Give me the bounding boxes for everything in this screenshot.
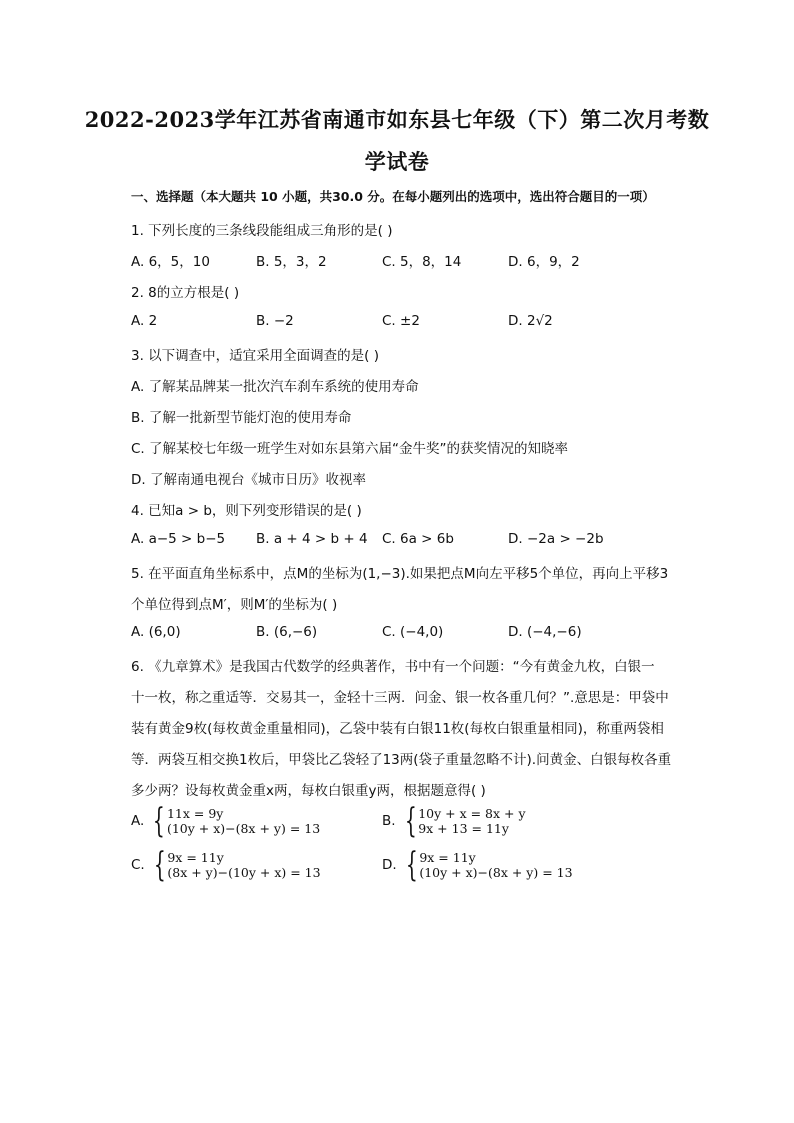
- q6-stem-line2: 十一枚，称之重适等．交易其一，金轻十三两．问金、银一枚各重几何？”.意思是：甲袋中: [131, 690, 669, 706]
- equation-system: [418, 806, 525, 836]
- q3-stem: 3. 以下调查中，适宜采用全面调查的是( ): [131, 348, 379, 364]
- equation: 11x = 9y: [166, 806, 224, 821]
- equation: 10y + x = 8x + y: [418, 806, 526, 821]
- q5-stem-line2: 个单位得到点M′，则M′的坐标为( ): [131, 597, 338, 613]
- equation: 9x = 11y: [167, 850, 224, 865]
- exam-title-line1: 2022-2023学年江苏省南通市如东县七年级（下）第二次月考数: [84, 107, 710, 132]
- left-brace-icon: {: [153, 801, 166, 841]
- equation: 9x + 13 = 11y: [418, 821, 509, 836]
- q5-stem-line1: 5. 在平面直角坐标系中，点M的坐标为(1,−3).如果把点M向左平移5个单位，再向上平移3: [131, 566, 669, 582]
- q1-option-c: C. 5，8，14: [382, 254, 462, 270]
- q6-stem-line3: 装有黄金9枚(每枚黄金重量相同)，乙袋中装有白银11枚(每枚白银重量相同)，称重两袋相: [131, 721, 664, 737]
- q1-option-a: A. 6，5，10: [131, 254, 210, 270]
- q2-option-c: C. ±2: [382, 313, 420, 329]
- equation-system: [419, 850, 572, 880]
- equation-system: [167, 806, 320, 836]
- q6-option-d: [382, 845, 573, 885]
- q1-stem: 1. 下列长度的三条线段能组成三角形的是( ): [131, 223, 393, 239]
- equation: (10y + x)−(8x + y) = 13: [166, 821, 321, 836]
- q5-option-c: C. (−4,0): [382, 624, 444, 640]
- q2-stem: 2. 8的立方根是( ): [131, 285, 240, 301]
- equation: (10y + x)−(8x + y) = 13: [419, 865, 573, 880]
- equation-system: [167, 850, 320, 880]
- left-brace-icon: {: [404, 801, 417, 841]
- q2-option-a: A. 2: [131, 313, 158, 329]
- q6-option-c-label: C.: [131, 857, 145, 873]
- exam-title-line2: 学试卷: [364, 149, 430, 174]
- q2-option-d: D. 2√2: [508, 313, 553, 329]
- q5-option-a: A. (6,0): [131, 624, 181, 640]
- q6-stem-line4: 等．两袋互相交换1枚后，甲袋比乙袋轻了13两(袋子重量忽略不计).问黄金、白银每枚各重: [131, 752, 672, 768]
- q6-option-d-label: D.: [382, 857, 397, 873]
- q4-stem: 4. 已知a > b，则下列变形错误的是( ): [131, 503, 362, 519]
- q3-option-d: D. 了解南通电视台《城市日历》收视率: [131, 472, 366, 488]
- q6-stem-line1: 6. 《九章算术》是我国古代数学的经典著作，书中有一个问题：“今有黄金九枚，白银一: [131, 659, 655, 675]
- q2-option-b: B. −2: [256, 313, 294, 329]
- q6-option-b-label: B.: [382, 813, 396, 829]
- q5-option-b: B. (6,−6): [256, 624, 318, 640]
- section-heading: 一、选择题（本大题共 10 小题，共30.0 分。在每小题列出的选项中，选出符合题目的一项）: [131, 189, 655, 204]
- equation: (8x + y)−(10y + x) = 13: [167, 865, 321, 880]
- q5-option-d: D. (−4,−6): [508, 624, 582, 640]
- q6-option-a: [131, 801, 321, 841]
- q4-option-d: D. −2a > −2b: [508, 531, 604, 547]
- q3-option-b: B. 了解一批新型节能灯泡的使用寿命: [131, 410, 352, 426]
- q1-option-d: D. 6，9，2: [508, 254, 580, 270]
- q6-option-b: [382, 801, 526, 841]
- left-brace-icon: {: [405, 845, 418, 885]
- q6-option-c: [131, 845, 321, 885]
- q4-option-c: C. 6a > 6b: [382, 531, 454, 547]
- q4-option-a: A. a−5 > b−5: [131, 531, 226, 547]
- left-brace-icon: {: [153, 845, 166, 885]
- equation: 9x = 11y: [419, 850, 476, 865]
- q6-option-a-label: A.: [131, 813, 145, 829]
- q6-stem-line5: 多少两？设每枚黄金重x两，每枚白银重y两，根据题意得( ): [131, 783, 486, 799]
- q1-option-b: B. 5，3，2: [256, 254, 327, 270]
- q3-option-c: C. 了解某校七年级一班学生对如东县第六届“金牛奖”的获奖情况的知晓率: [131, 441, 568, 457]
- q3-option-a: A. 了解某品牌某一批次汽车刹车系统的使用寿命: [131, 379, 419, 395]
- q4-option-b: B. a + 4 > b + 4: [256, 531, 368, 547]
